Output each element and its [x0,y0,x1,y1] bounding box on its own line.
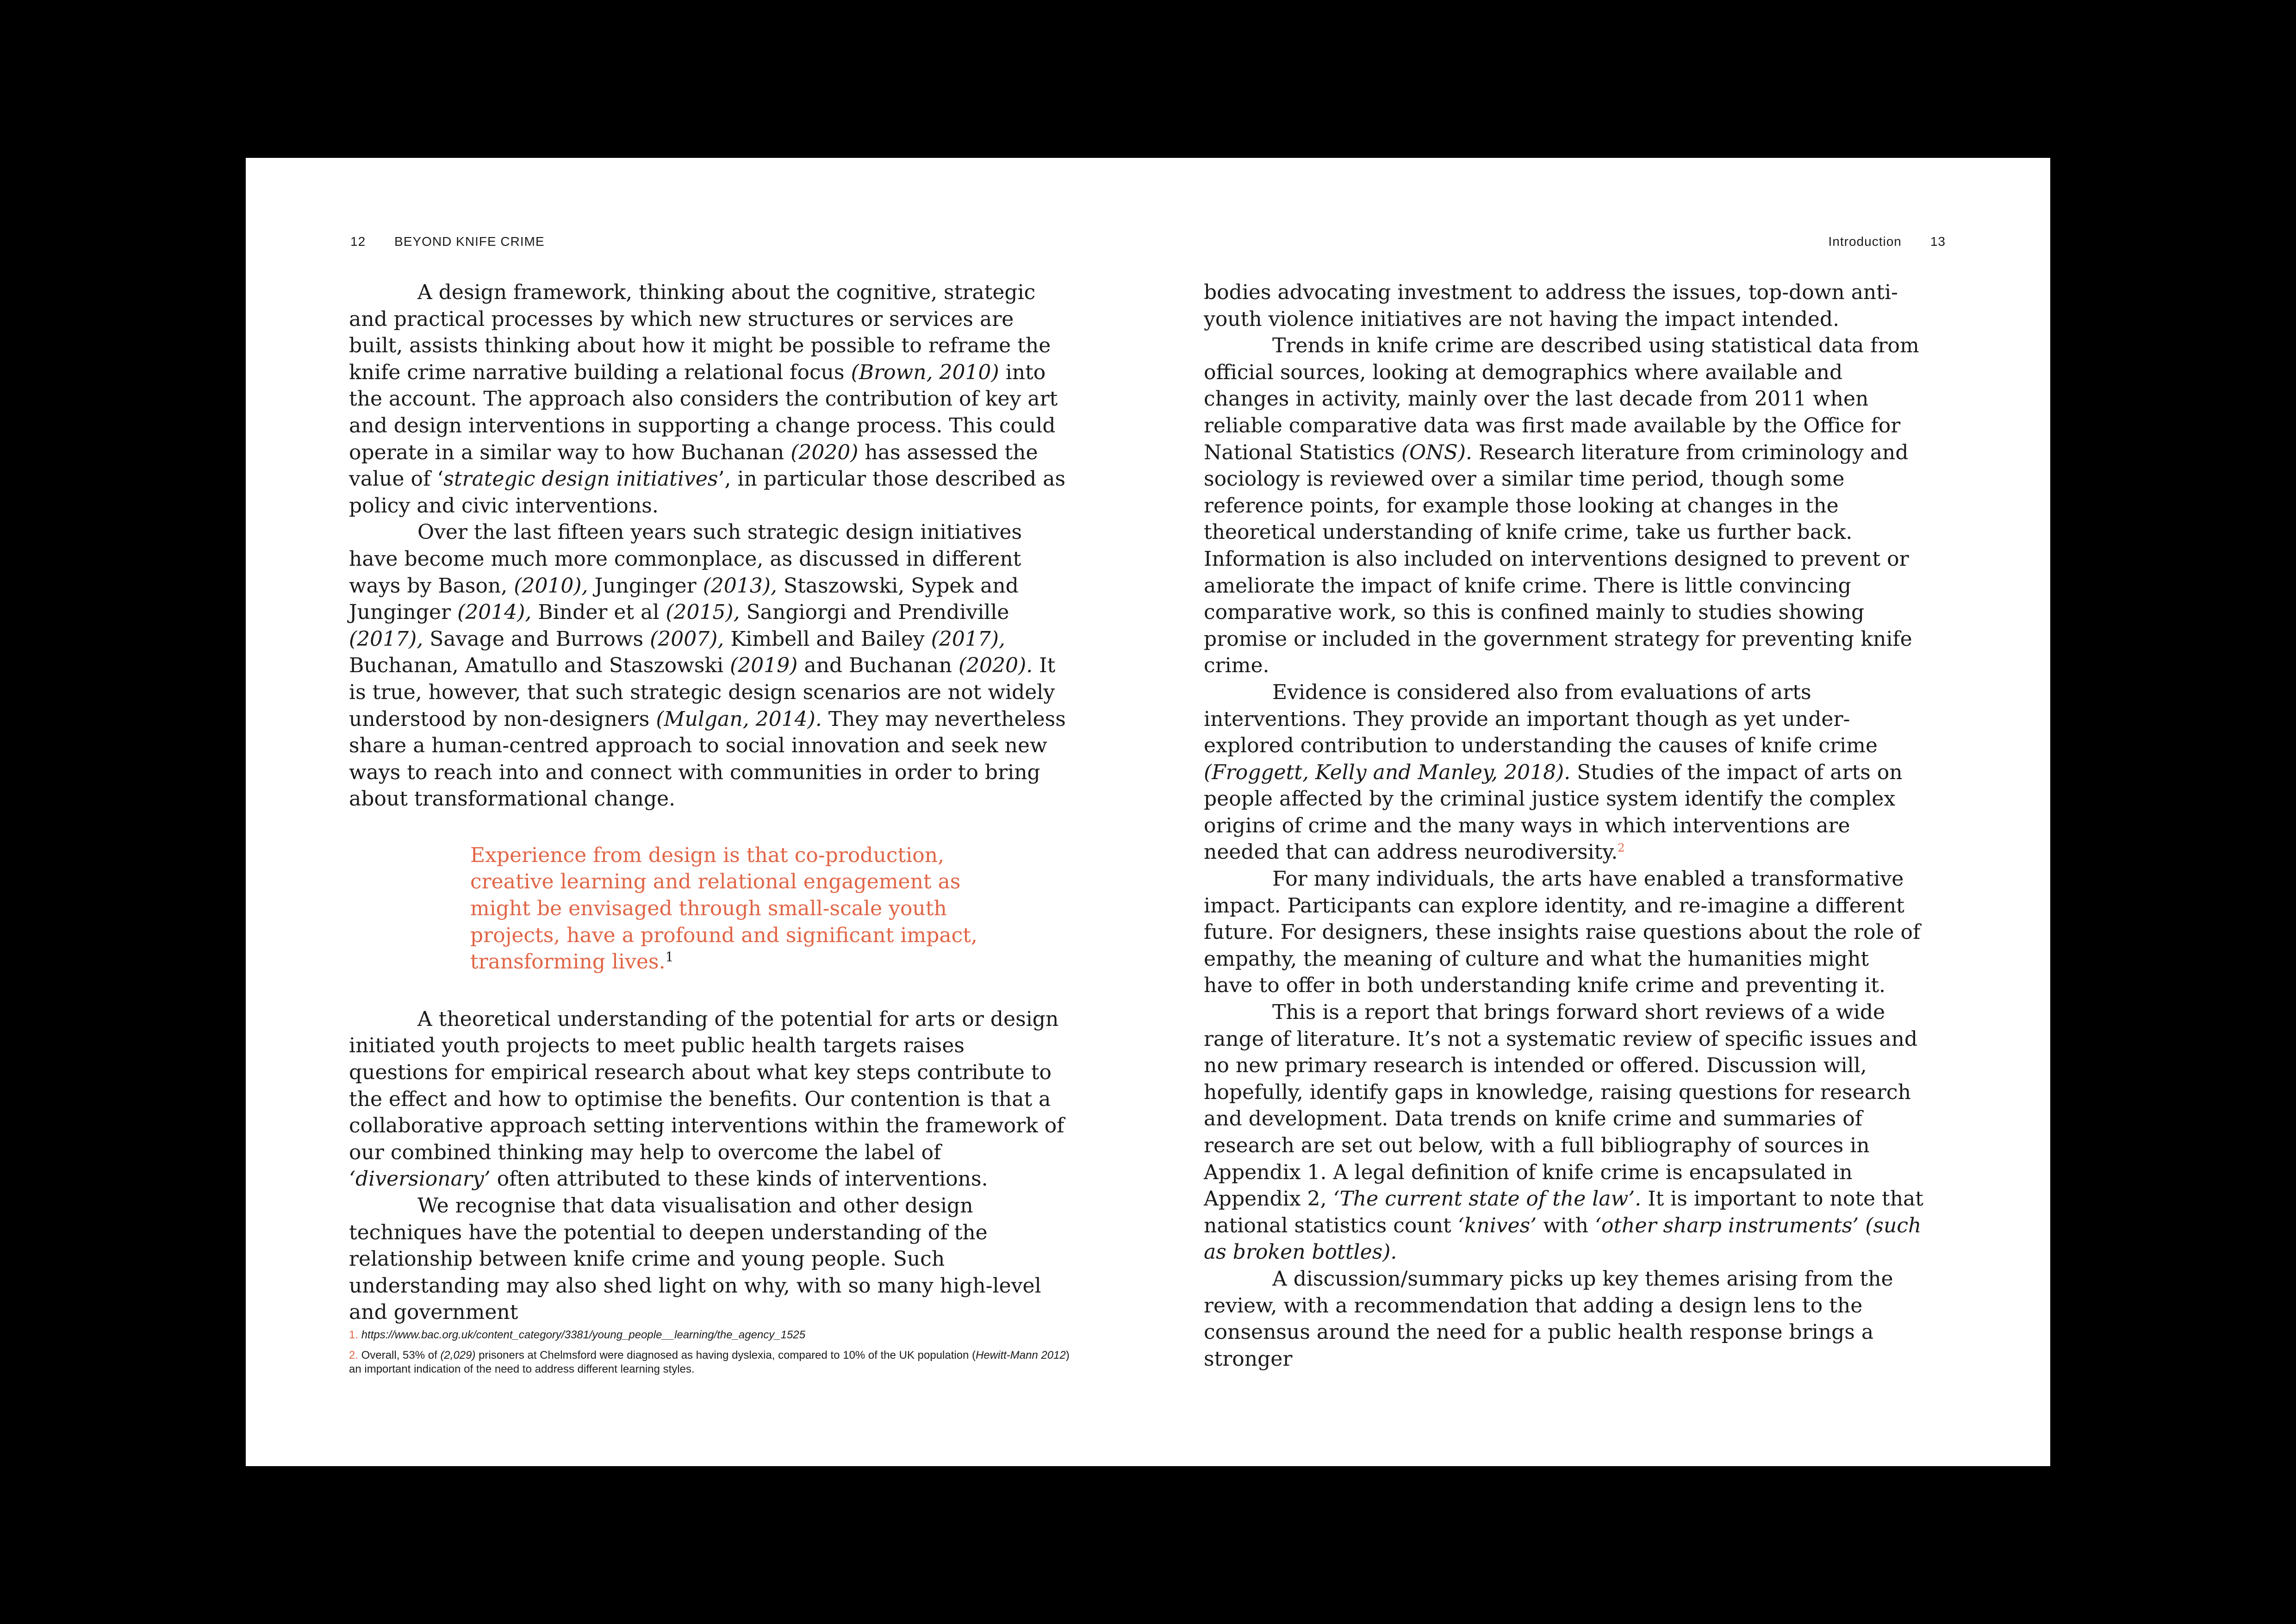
footnote-number: 2. [349,1349,359,1362]
footnote-2 [349,1349,1071,1376]
footnote-reference: 1 [665,949,674,965]
pull-quote-text: Experience from design is that co-production, creative learning and relational engagement as might be envisaged through small-scale youth projects, have a profound and significant impact, transforming lives. [470,843,977,974]
footnote-text: Overall, 53% of [358,1349,441,1362]
citation: (2010), [514,574,588,598]
paragraph-text: It is true, however, that such strategic design scenarios are not widely understood by non-designers [349,654,1056,731]
paragraph-text: ’, in particular those described as policy and civic interventions. [349,467,1066,518]
footnotes [349,1328,1071,1383]
citation: (2013), [703,574,777,598]
paragraph-text: with [1537,1213,1595,1237]
paragraph-text: Staszowski, Sypek and Junginger [349,574,1019,625]
paragraph-text: into the account. The approach also considers the contribution of key art and design interventions in supporting a change process. This could operate in a similar way to how Buchanan [349,360,1058,464]
emphasis: ‘The current state of the law’. [1333,1187,1642,1211]
citation: (2014), [457,600,532,625]
right-paragraph-3 [1204,679,1923,866]
paragraph-text: We recognise that data visualisation and other design techniques have the potential to deepen understanding of the relationship between knife crime and young people. Such understanding may also shed light on why, with so many high-level and government [349,1194,1041,1324]
right-paragraph-6: A discussion/summary picks up key themes arising from the review, with a recommendation that adding a design lens to the consensus around the need for a public health response brings a stronger [1204,1267,1893,1371]
pull-quote [470,842,984,975]
left-running-title: BEYOND KNIFE CRIME [394,234,545,249]
citation: (ONS). [1401,440,1473,464]
left-page-number: 12 [350,234,366,249]
paragraph-text: Evidence is considered also from evaluations of arts interventions. They provide an important though as yet under-explored contribution to understanding the causes of knife crime [1204,680,1878,758]
emphasis: strategic design initiatives [443,467,718,491]
footnote-url[interactable]: https://www.bac.org.uk/content_category/3381/young_people__learning/the_agency_1525 [361,1329,806,1341]
right-paragraph-1: bodies advocating investment to address the issues, top-down anti-youth violence initiatives are not having the impact intended. [1204,281,1898,331]
paragraph-text: Kimbell and Bailey [724,627,931,651]
right-paragraph-2 [1204,332,1923,679]
right-page [1148,158,2050,1466]
paragraph-text: and Buchanan [797,654,958,678]
citation: (2020) [790,440,859,464]
paragraph-text: Trends in knife crime are described using statistical data from official sources, looking at demographics where available and changes in activity, mainly over the last decade from 2011 when reliable comparative data was first made available by the Office for National Statistics [1204,334,1919,464]
emphasis: ‘diversionary’ [349,1167,491,1191]
paragraph-text: Buchanan, Amatullo and Staszowski [349,654,730,678]
citation: (Froggett, Kelly and Manley, 2018). [1204,760,1571,784]
citation: (2020). [958,654,1033,678]
citation: (2017), [931,627,1006,651]
right-page-number: 13 [1930,234,1946,249]
paragraph-text: Junginger [588,574,703,598]
paragraph-text: has assessed the value of ‘ [349,440,1038,491]
right-paragraph-5 [1204,999,1923,1266]
citation: (2017), [349,627,423,651]
paragraph-text: Over the last fifteen years such strategic design initiatives have become much more commonplace, as discussed in different ways by Bason, [349,520,1022,598]
left-paragraph-1 [349,279,1069,519]
paragraph-text: often attributed to these kinds of interventions. [490,1167,988,1191]
emphasis: ‘other sharp instruments’ (such as broken bottles). [1204,1213,1922,1264]
footnote-emphasis: (2,029) [440,1349,476,1362]
left-paragraph-4 [349,1193,1069,1326]
right-paragraph-4: For many individuals, the arts have enabled a transformative impact. Participants can explore identity, and re-imagine a different future. For designers, these insights raise questions about the role of empathy, the meaning of culture and what the humanities might have to offer in both understanding knife crime and preventing it. [1204,867,1921,998]
right-running-title: Introduction [1828,234,1902,249]
book-spread [246,158,2050,1466]
citation: (2007), [650,627,724,651]
paragraph-text: Sangiorgi and Prendiville [740,600,1009,625]
paragraph-text: A design framework, thinking about the cognitive, strategic and practical processes by which new structures or services are built, assists thinking about how it might be possible to reframe the knife crime narrative building a relational focus [349,281,1051,384]
paragraph-text: They may nevertheless share a human-centred approach to social innovation and seek new ways to reach into and connect with communities in order to bring about transformational change. [349,707,1066,811]
citation: (Brown, 2010) [851,360,999,384]
citation: (2019) [730,654,798,678]
paragraph-text: It is important to note that national statistics count [1204,1187,1923,1237]
paragraph-text: Savage and Burrows [423,627,650,651]
left-page [246,158,1148,1466]
left-paragraph-2 [349,519,1069,812]
footnote-number: 1. [349,1329,359,1341]
footnote-emphasis: Hewitt-Mann 2012 [976,1349,1066,1362]
paragraph-text: This is a report that brings forward short reviews of a wide range of literature. It’s not a systematic review of specific issues and no new primary research is intended or offered. Discussion will, hopefully, identify gaps in knowledge, raising questions for research and development. Data trends on knife crime and summaries of research are set out below, with a full bibliography of sources in Appendix 1. A legal definition of knife crime is encapsulated in Appendix 2, [1204,1000,1917,1211]
paragraph-text: Binder et al [531,600,666,625]
citation: (2015), [666,600,740,625]
footnote-text: prisoners at Chelmsford were diagnosed as having dyslexia, compared to 10% of the UK population ( [475,1349,976,1362]
footnote-1 [349,1328,1071,1342]
paragraph-text: Research literature from criminology and sociology is reviewed over a similar time period, though some reference points, for example those looking at changes in the theoretical understanding of knife crime, take us further back. Information is also included on interventions designed to prevent or ameliorate the impact of knife crime. There is little convincing comparative work, so this is confined mainly to studies showing promise or included in the government strategy for preventing knife crime. [1204,440,1912,678]
left-body-text [349,279,1069,1326]
footnote-reference: 2 [1618,841,1625,855]
emphasis: ‘knives’ [1457,1213,1537,1237]
citation: (Mulgan, 2014). [656,707,822,731]
left-paragraph-3 [349,1006,1069,1193]
left-running-head [350,234,545,249]
right-running-head [1829,234,1946,249]
footnote-text: ) an important indication of the need to address different learning styles. [349,1349,1070,1375]
right-body-text [1204,279,1923,1372]
paragraph-text: A theoretical understanding of the potential for arts or design initiated youth projects to meet public health targets raises questions for empirical research about what key steps contribute to the effect and how to optimise the benefits. Our contention is that a collaborative approach setting interventions within the framework of our combined thinking may help to overcome the label of [349,1007,1064,1164]
paragraph-text: Studies of the impact of arts on people affected by the criminal justice system identify the complex origins of crime and the many ways in which interventions are needed that can address neurodiversity. [1204,760,1903,864]
